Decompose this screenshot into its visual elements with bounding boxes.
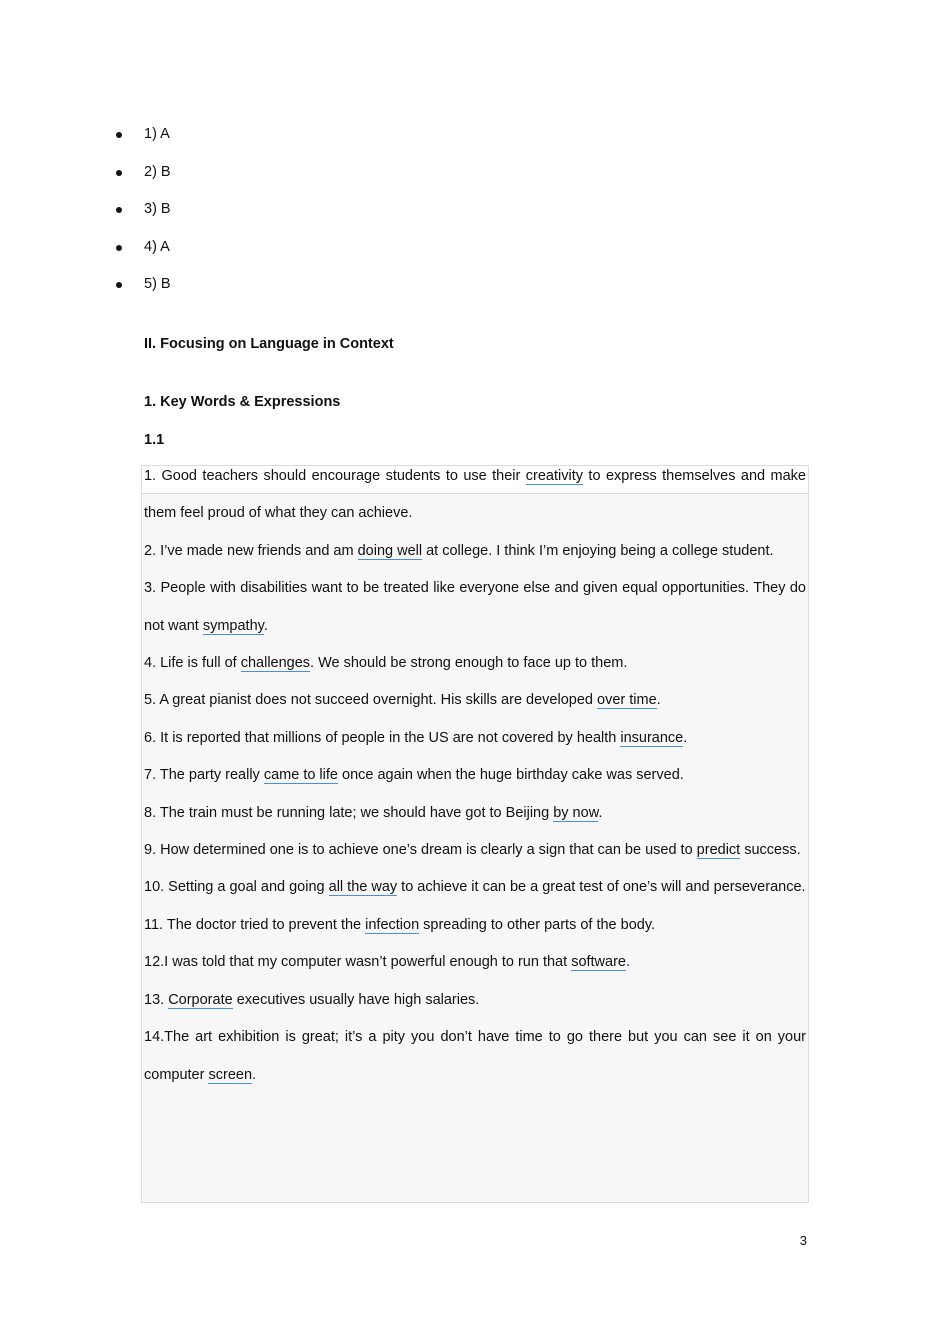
bullet-icon bbox=[116, 282, 122, 288]
answer-word: challenges bbox=[240, 655, 311, 672]
answer-word: screen bbox=[208, 1066, 253, 1083]
page-number: 3 bbox=[799, 1233, 807, 1248]
answer-word: sympathy bbox=[202, 617, 264, 634]
exercise-number: 1.1 bbox=[144, 432, 165, 448]
sentence-item: 13. Corporate executives usually have high salaries. bbox=[144, 991, 480, 1008]
sentence-item: 2. I’ve made new friends and am doing well at college. I think I’m enjoying being a college student. bbox=[144, 542, 774, 559]
answer-word: doing well bbox=[357, 542, 423, 559]
answer-word: insurance bbox=[620, 729, 684, 746]
sentence-item: 14.The art exhibition is great; it’s a pity you don’t have time to go there but you can see it on your computer screen. bbox=[144, 1029, 806, 1083]
sentence-item: 10. Setting a goal and going all the way to achieve it can be a great test of one’s will and perseverance. bbox=[144, 879, 806, 896]
answer-word: by now bbox=[553, 804, 599, 821]
list-item: 1) A bbox=[144, 116, 171, 154]
sentence-item: 4. Life is full of challenges. We should be strong enough to face up to them. bbox=[144, 655, 628, 672]
answer-word: creativity bbox=[525, 468, 583, 484]
answer-word: software bbox=[571, 954, 626, 971]
sentence-item: 8. The train must be running late; we should have got to Beijing by now. bbox=[144, 804, 603, 821]
list-item: 4) A bbox=[144, 229, 171, 267]
bullet-icon bbox=[116, 245, 122, 251]
answer-word: over time bbox=[597, 692, 657, 709]
answer-word: all the way bbox=[328, 879, 398, 896]
list-item: 5) B bbox=[144, 266, 171, 304]
answer-word: came to life bbox=[263, 767, 338, 784]
sentence-item: 11. The doctor tried to prevent the infection spreading to other parts of the body. bbox=[144, 916, 656, 933]
answer-word: Corporate bbox=[168, 991, 233, 1008]
answer-word: predict bbox=[696, 842, 741, 859]
bullet-icon bbox=[116, 132, 122, 138]
sentence-list bbox=[144, 458, 806, 1094]
sentence-item: 12.I was told that my computer wasn’t powerful enough to run that software. bbox=[144, 954, 631, 971]
bullet-icon bbox=[116, 170, 122, 176]
bullet-icon bbox=[116, 207, 122, 213]
sentence-item: 3. People with disabilities want to be treated like everyone else and given equal opportunities. They do not want sympathy. bbox=[144, 580, 806, 634]
subsection-heading: 1. Key Words & Expressions bbox=[144, 394, 341, 410]
section-heading: II. Focusing on Language in Context bbox=[144, 336, 394, 352]
sentence-item: 9. How determined one is to achieve one’s dream is clearly a sign that can be used to predict success. bbox=[144, 842, 801, 859]
answer-list bbox=[144, 116, 171, 304]
answer-word: infection bbox=[365, 916, 420, 933]
sentence-item: 5. A great pianist does not succeed overnight. His skills are developed over time. bbox=[144, 692, 661, 709]
sentence-item: 7. The party really came to life once again when the huge birthday cake was served. bbox=[144, 767, 684, 784]
list-item: 2) B bbox=[144, 154, 171, 192]
list-item: 3) B bbox=[144, 191, 171, 229]
sentence-item: 1. Good teachers should encourage students to use their creativity to express themselves and make them feel proud of what they can achieve. bbox=[144, 468, 806, 522]
sentence-item: 6. It is reported that millions of people in the US are not covered by health insurance. bbox=[144, 729, 688, 746]
